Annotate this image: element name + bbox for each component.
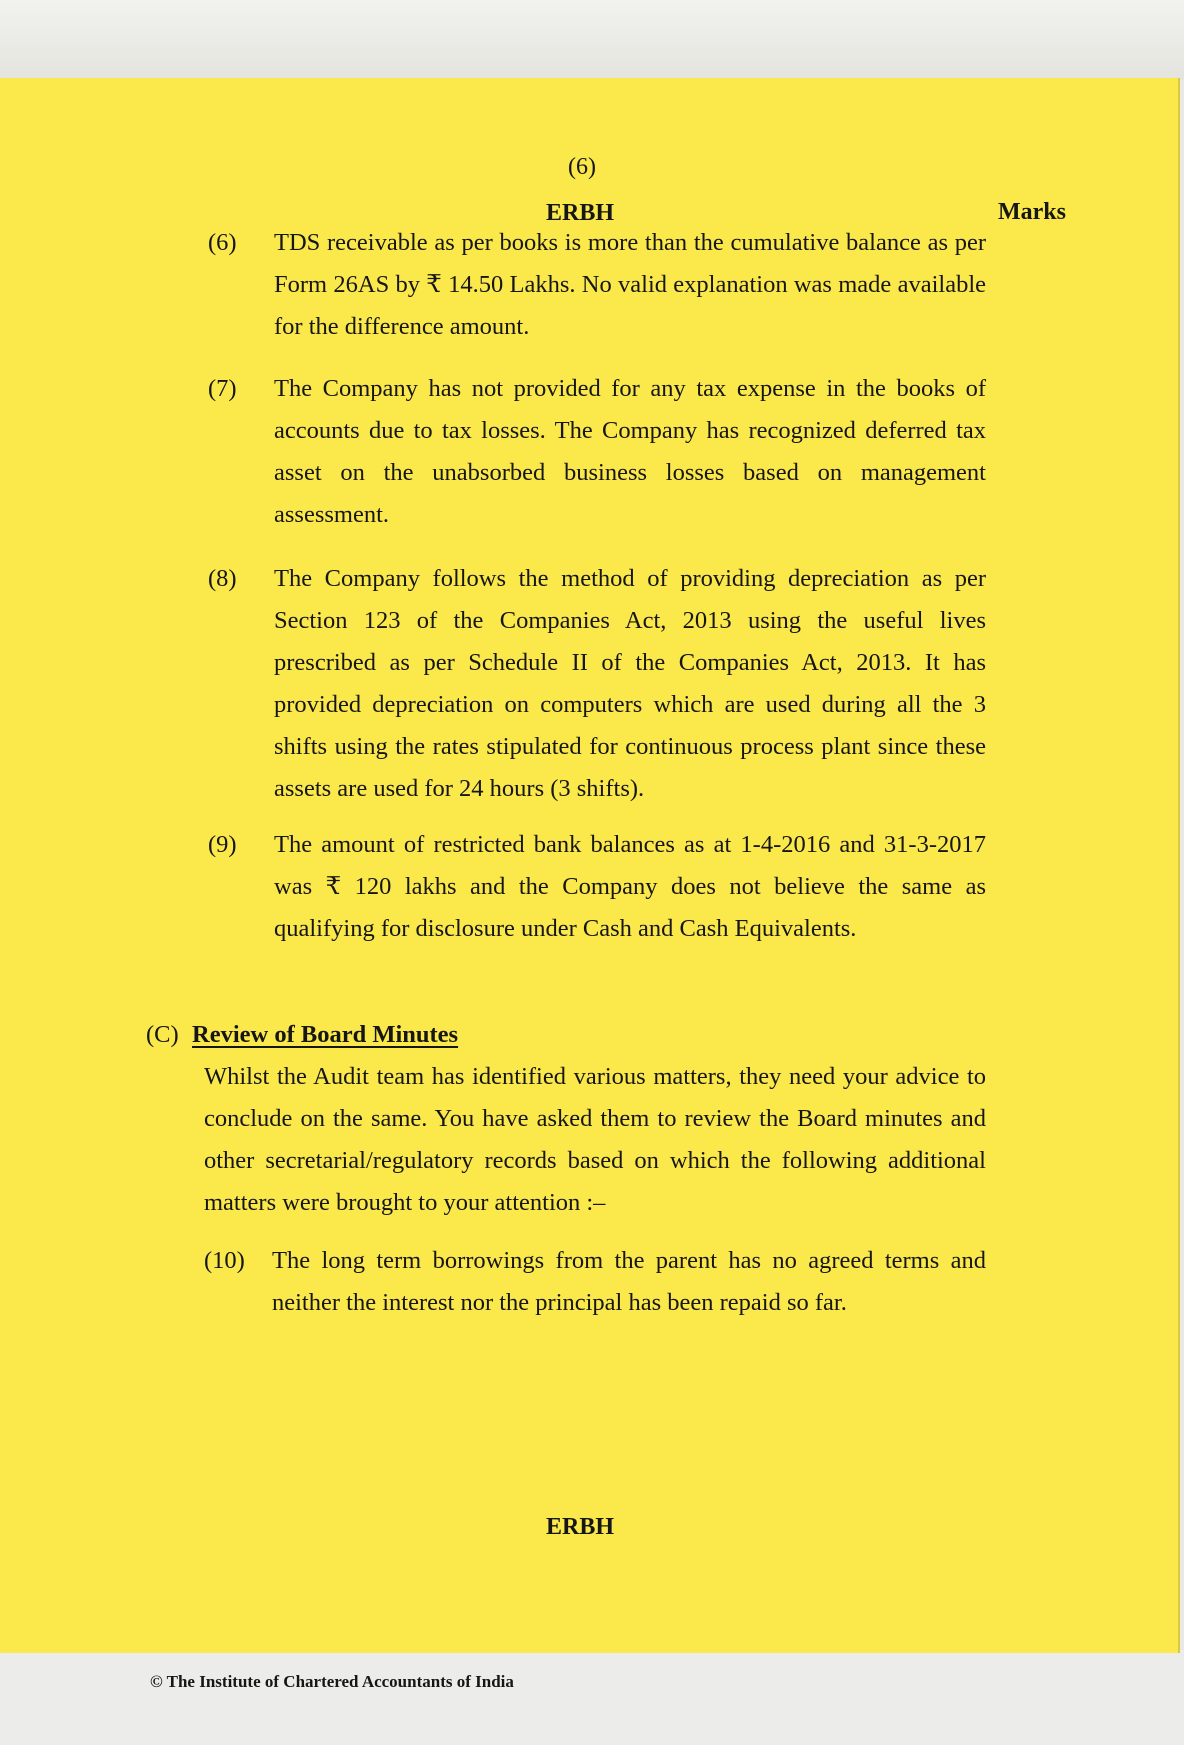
page-number: (6) [568,154,596,180]
section-body: Whilst the Audit team has identified various matters, they need your advice to conclude on the same. You have asked them to review the Board minutes and other secretarial/regulatory records based on which the following additional matters were brought to your attention :– [204,1063,986,1216]
scan-top-margin [0,0,1184,80]
list-item [208,222,986,348]
item-text: The Company follows the method of providing depreciation as per Section 123 of the Companies Act, 2013 using the useful lives prescribed as per Schedule II of the Companies Act, 2013. It has provided depreciation on computers which are used during all the 3 shifts using the rates stipulated for continuous process plant since these assets are used for 24 hours (3 shifts). [274,565,986,802]
list-item [208,558,986,810]
item-number: (9) [208,831,237,858]
section-letter: (C) [146,1021,179,1048]
item-number: (8) [208,565,237,592]
section-c [146,1014,986,1224]
list-item [208,824,986,950]
list-item [204,1240,986,1324]
item-text: The amount of restricted bank balances as at 1-4-2016 and 31-3-2017 was ₹ 120 lakhs and the Company does not believe the same as qualifying for disclosure under Cash and Cash Equivalents. [274,831,986,942]
item-number: (10) [204,1247,245,1274]
item-number: (6) [208,229,237,256]
question-paper-page [0,78,1178,1653]
scan-bottom-margin [0,1650,1184,1745]
section-heading: Review of Board Minutes [192,1021,459,1048]
item-text: The Company has not provided for any tax expense in the books of accounts due to tax losses. The Company has recognized deferred tax asset on the unabsorbed business losses based on management assessment. [274,375,986,528]
item-number: (7) [208,375,237,402]
paper-code-footer: ERBH [545,1514,614,1540]
list-item [208,368,986,536]
item-text: The long term borrowings from the parent has no agreed terms and neither the interest nor the principal has been repaid so far. [272,1247,986,1316]
marks-column-label: Marks [998,199,1066,225]
paper-code-header: ERBH [545,200,614,226]
item-text: TDS receivable as per books is more than the cumulative balance as per Form 26AS by ₹ 14.50 Lakhs. No valid explanation was made available for the difference amount. [274,229,986,340]
copyright-notice: © The Institute of Chartered Accountants of India [150,1672,514,1691]
